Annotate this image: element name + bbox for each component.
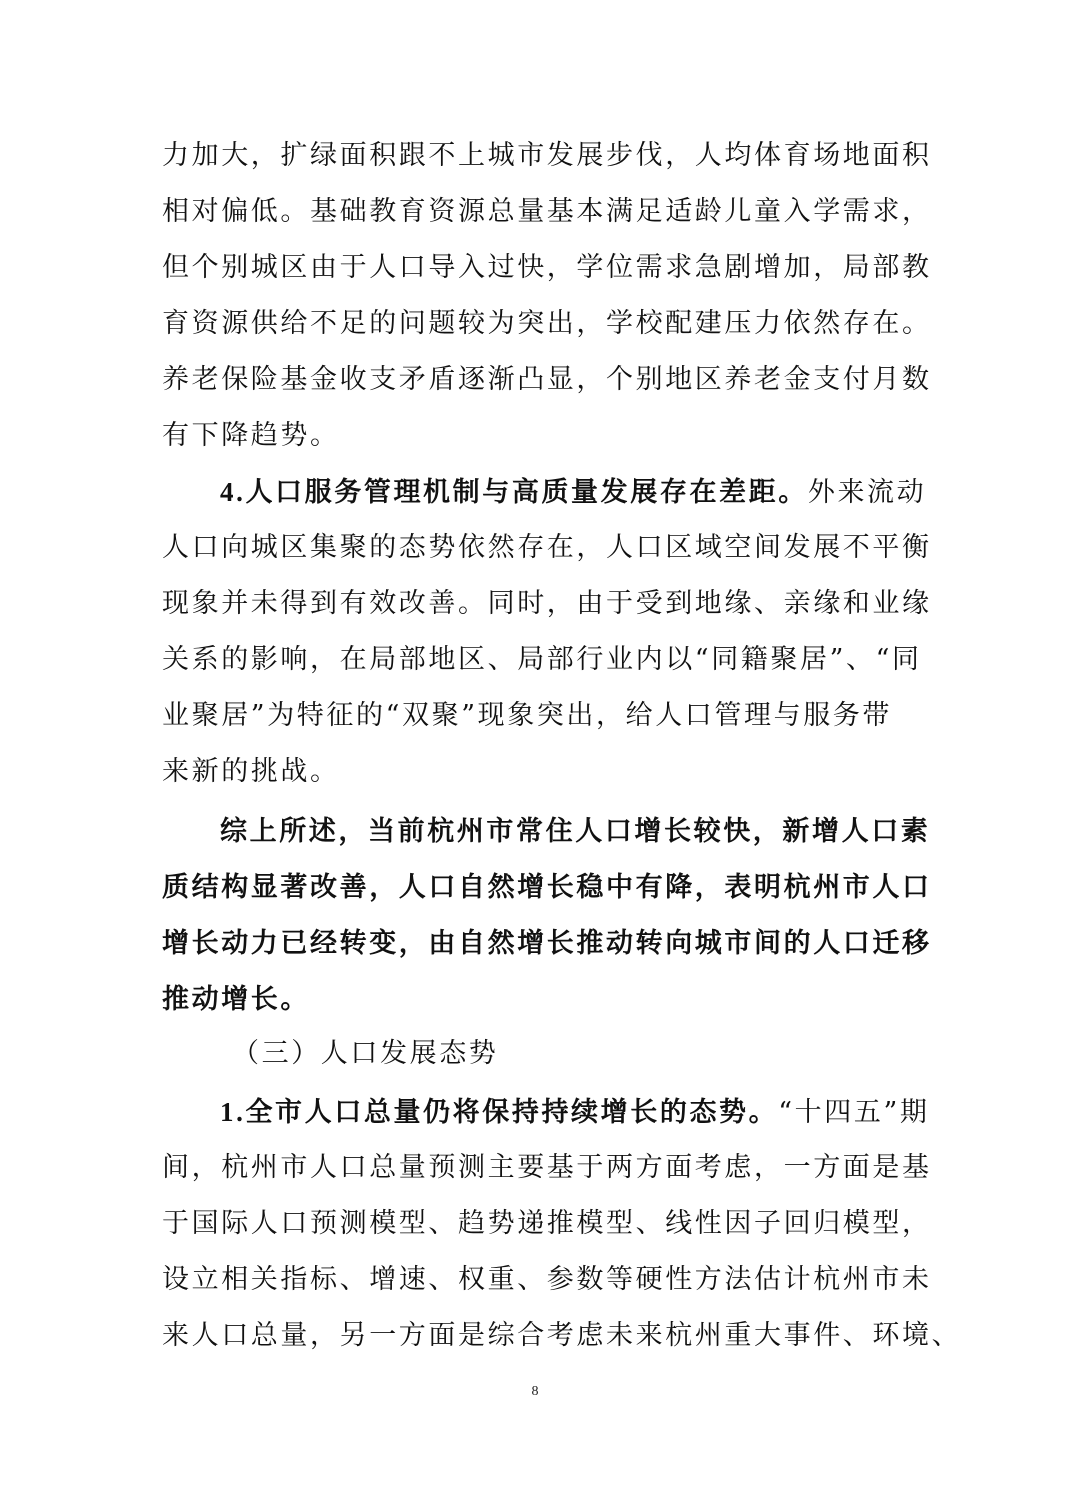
text-line: 现象并未得到有效改善。同时，由于受到地缘、亲缘和业缘 bbox=[162, 588, 932, 619]
text-line: 育资源供给不足的问题较为突出，学校配建压力依然存在。 bbox=[162, 308, 932, 339]
text-line: 间，杭州市人口总量预测主要基于两方面考虑，一方面是基 bbox=[162, 1152, 932, 1183]
text-line: 推动增长。 bbox=[162, 984, 310, 1015]
text-line: 来新的挑战。 bbox=[162, 756, 340, 787]
text-line: 人口向城区集聚的态势依然存在，人口区域空间发展不平衡 bbox=[162, 532, 932, 563]
paragraph-continuation bbox=[162, 128, 932, 464]
section-heading: （三）人口发展态势 bbox=[232, 1038, 499, 1069]
text-run: “十四五”期 bbox=[778, 1097, 930, 1128]
text-line: 来人口总量，另一方面是综合考虑未来杭州重大事件、环境、 bbox=[162, 1320, 962, 1351]
text-line: 增长动力已经转变，由自然增长推动转向城市间的人口迁移 bbox=[162, 928, 932, 959]
item-heading: 全市人口总量仍将保持持续增长的态势。 bbox=[245, 1097, 779, 1128]
text-line: 但个别城区由于人口导入过快，学位需求急剧增加，局部教 bbox=[162, 252, 932, 283]
item-number: 1. bbox=[220, 1097, 246, 1127]
paragraph-1 bbox=[162, 1084, 962, 1364]
text-line: 力加大，扩绿面积跟不上城市发展步伐，人均体育场地面积 bbox=[162, 140, 932, 171]
text-run: 外来流动 bbox=[807, 477, 927, 508]
text-line: 设立相关指标、增速、权重、参数等硬性方法估计杭州市未 bbox=[162, 1264, 932, 1295]
text-line: 综上所述，当前杭州市常住人口增长较快，新增人口素 bbox=[220, 816, 931, 847]
text-line: 养老保险基金收支矛盾逐渐凸显，个别地区养老金支付月数 bbox=[162, 364, 932, 395]
item-heading: 人口服务管理机制与高质量发展存在差距。 bbox=[245, 477, 808, 508]
text-line: 相对偏低。基础教育资源总量基本满足适龄儿童入学需求， bbox=[162, 196, 932, 227]
paragraph-first-line bbox=[162, 1084, 930, 1140]
text-line: 于国际人口预测模型、趋势递推模型、线性因子回归模型， bbox=[162, 1208, 932, 1239]
summary-paragraph bbox=[162, 804, 932, 1028]
paragraph-4 bbox=[162, 464, 932, 800]
text-line: 关系的影响，在局部地区、局部行业内以“同籍聚居”、“同 bbox=[162, 644, 922, 675]
paragraph-first-line bbox=[162, 464, 927, 520]
text-line: 有下降趋势。 bbox=[162, 420, 340, 451]
text-line: 质结构显著改善，人口自然增长稳中有降，表明杭州市人口 bbox=[162, 872, 932, 903]
item-number: 4. bbox=[220, 477, 246, 507]
page-number: 8 bbox=[531, 1384, 539, 1399]
text-line: 业聚居”为特征的“双聚”现象突出，给人口管理与服务带 bbox=[162, 700, 893, 731]
